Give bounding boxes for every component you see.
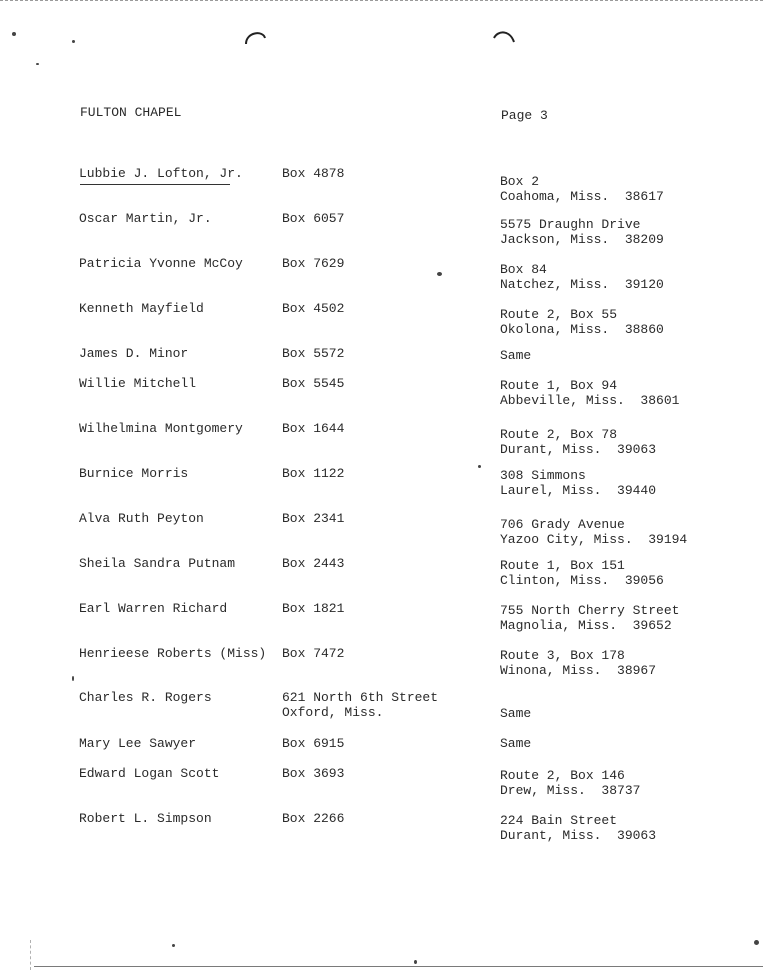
speck-mark <box>72 40 75 43</box>
speck-mark <box>478 465 481 468</box>
bottom-rule <box>34 966 763 967</box>
entry-address-line: Route 1, Box 151 <box>500 558 625 573</box>
punch-hole-left-icon <box>243 26 267 46</box>
entry-address-line: Route 2, Box 78 <box>500 427 618 442</box>
entry-address-line: Jackson, Miss. 38209 <box>500 232 664 247</box>
entry-box: Oxford, Miss. <box>282 705 384 720</box>
entry-address-line: Drew, Miss. 38737 <box>500 783 641 798</box>
perforation-top-edge <box>0 0 763 1</box>
entry-address-line: Durant, Miss. 39063 <box>500 828 657 843</box>
entry-box: Box 1821 <box>282 601 345 616</box>
entry-address-line: 308 Simmons <box>500 468 586 483</box>
entry-name: Sheila Sandra Putnam <box>79 556 236 571</box>
entry-name: Earl Warren Richard <box>79 601 228 616</box>
entry-address-line: 706 Grady Avenue <box>500 517 625 532</box>
entry-name: Alva Ruth Peyton <box>79 511 204 526</box>
entry-name: Wilhelmina Montgomery <box>79 421 243 436</box>
entry-address-line: Route 2, Box 146 <box>500 768 625 783</box>
page-number: Page 3 <box>501 108 548 123</box>
entry-address-line: Clinton, Miss. 39056 <box>500 573 664 588</box>
entry-box: Box 6915 <box>282 736 345 751</box>
punch-hole-right-icon <box>492 28 516 48</box>
speck-mark <box>437 272 442 276</box>
speck-mark <box>172 944 175 947</box>
entry-address-line: Durant, Miss. 39063 <box>500 442 657 457</box>
speck-mark <box>36 63 39 65</box>
entry-box: Box 3693 <box>282 766 345 781</box>
entry-box: Box 6057 <box>282 211 345 226</box>
speck-mark <box>754 940 759 945</box>
entry-address-line: Box 2 <box>500 174 540 189</box>
entry-name: Oscar Martin, Jr. <box>79 211 212 226</box>
entry-address-line: Magnolia, Miss. 39652 <box>500 618 672 633</box>
entry-address-line: 755 North Cherry Street <box>500 603 680 618</box>
entry-name: Burnice Morris <box>79 466 189 481</box>
entry-box: Box 4878 <box>282 166 345 181</box>
entry-name: Willie Mitchell <box>79 376 197 391</box>
entry-box: Box 2443 <box>282 556 345 571</box>
page-title: FULTON CHAPEL <box>80 105 182 120</box>
entry-box: Box 2266 <box>282 811 345 826</box>
entry-box: Box 2341 <box>282 511 345 526</box>
entry-name: Edward Logan Scott <box>79 766 220 781</box>
entry-address-line: Box 84 <box>500 262 547 277</box>
entry-name: Robert L. Simpson <box>79 811 212 826</box>
margin-dash <box>30 940 31 970</box>
speck-mark <box>12 32 16 36</box>
entry-address-line: Coahoma, Miss. 38617 <box>500 189 664 204</box>
speck-mark <box>414 960 417 964</box>
entry-box: Box 7629 <box>282 256 345 271</box>
name-underline <box>80 184 230 185</box>
entry-address-line: 224 Bain Street <box>500 813 618 828</box>
entry-address-line: Same <box>500 736 532 751</box>
entry-address-line: Route 2, Box 55 <box>500 307 618 322</box>
entry-address-line: Okolona, Miss. 38860 <box>500 322 664 337</box>
entry-box: Box 4502 <box>282 301 345 316</box>
entry-address-line: Route 1, Box 94 <box>500 378 618 393</box>
entry-name: James D. Minor <box>79 346 189 361</box>
entry-box: Box 1122 <box>282 466 345 481</box>
entry-address-line: Same <box>500 348 532 363</box>
entry-box: 621 North 6th Street <box>282 690 439 705</box>
entry-name: Charles R. Rogers <box>79 690 212 705</box>
entry-address-line: Same <box>500 706 532 721</box>
entry-address-line: Yazoo City, Miss. 39194 <box>500 532 688 547</box>
entry-name: Lubbie J. Lofton, Jr. <box>79 166 243 181</box>
entry-address-line: 5575 Draughn Drive <box>500 217 641 232</box>
entry-box: Box 5572 <box>282 346 345 361</box>
entry-name: Patricia Yvonne McCoy <box>79 256 243 271</box>
entry-address-line: Abbeville, Miss. 38601 <box>500 393 680 408</box>
entry-box: Box 1644 <box>282 421 345 436</box>
faint-bleedthrough-text <box>245 12 515 23</box>
entry-address-line: Laurel, Miss. 39440 <box>500 483 657 498</box>
entry-address-line: Natchez, Miss. 39120 <box>500 277 664 292</box>
entry-box: Box 7472 <box>282 646 345 661</box>
entry-box: Box 5545 <box>282 376 345 391</box>
entry-address-line: Route 3, Box 178 <box>500 648 625 663</box>
entry-address-line: Winona, Miss. 38967 <box>500 663 657 678</box>
entry-name: Henrieese Roberts (Miss) <box>79 646 267 661</box>
entry-name: Kenneth Mayfield <box>79 301 204 316</box>
entry-name: Mary Lee Sawyer <box>79 736 197 751</box>
speck-mark <box>72 676 74 681</box>
